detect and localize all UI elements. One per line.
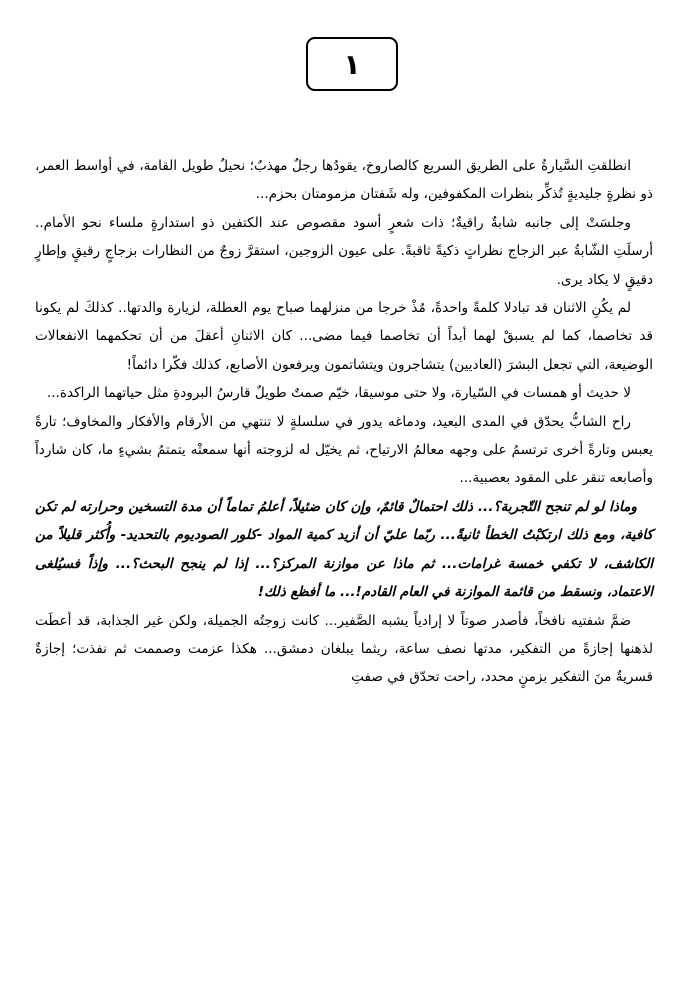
paragraph-3: لم يكُنِ الاثنان قد تبادلا كلمةً واحدةً، مُذْ خرجا من منزلهما صباح يوم العطلة، لزيارة والدتها.. كذلكَ لم يكونا قد تخاصما، كما لم يسبقْ لهما أبداً أن تخاصما فيما مضى... كان الاثنانِ أعقلَ من أن تحكمهما الانفعالات الوضيعة، التي تجعل البشرَ (العاديين) يتشاجرون ويتشاتمون ويرفعون الأصابع، كذلك فكّرا دائماً! — [35, 300, 653, 373]
paragraph-closing: ضمَّ شفتيه نافخاً، فأصدر صوتاً لا إرادياً يشبه الصَّفير... كانت زوجتُه الجميلة، ولكن غير الجذابة، قد أعطَت لذهنها إجازةً من التفكير، مدتها نصف ساعة، ريثما يبلغان دمشق... هكذا عزمت وصممت ثم نفذت؛ إجازةٌ قسريةٌ منَ التفكير بزمنٍ محدد، راحت تحدّق في صفتِ — [35, 612, 653, 686]
chapter-number: ١ — [343, 47, 361, 81]
body-text — [35, 152, 653, 692]
inner-monologue-quote: وماذا لو لم تنجح التّجربة؟... ذلك احتمالٌ قائمٌ، وإن كان ضئيلاً، أعلمُ تماماً أن مدة التسخين وحرارته لم تكن كافية، ومع ذلك ارتكبْتُ الخطأ ثانيةً... ربّما عليّ أن أزيد كمية المواد -كلور الصوديوم بالتحديد- وأُكثر قليلاً من الكاشف، لا تكفي خمسة غرامات... ثم ماذا عن موازنة المركز؟... إذا لم ينجح البحث؟... وإذاً فسيُلغى الاعتماد، ونسقط من قائمة الموازنة في العام القادم!... ما أفظع ذلك! — [35, 498, 653, 601]
paragraph-2: وجلسَتْ إلى جانبه شابةٌ راقيةٌ؛ ذات شعرٍ أسود مقصوص عند الكتفين ذو استدارةٍ ملساء نحو الأمام.. أرسلَتِ الشّابةُ عبر الزجاج نظراتٍ ذكيةً ثاقبةً. على عيون الزوجين، استقرَّ زوجٌ من النظارات بزجاجٍ رقيقٍ وإطارٍ دقيقٍ لا يكاد يرى. — [35, 214, 653, 288]
paragraph-5: راح الشابُّ يحدّق في المدى البعيد، ودماغه يدور في سلسلةٍ لا تنتهي من الأرقام والأفكار والمخاوف؛ تارةً يعبس وتارةً أخرى ترتسمُ على وجهه معالمُ الارتياح، ثم يخيّل له لزوجته أنها سمعتْه يتمتمُ بشيءٍ ما، كان شارداً وأصابعه تنقر على المقود بعصبية... — [35, 413, 653, 487]
paragraph-1: انطلقتِ السَّيارةُ على الطريق السريع كالصاروخ، يقودُها رجلٌ مهذبٌ؛ نحيلٌ طويل القامة، في أواسط العمر، ذو نظرةٍ جليديةٍ تُذكِّر بنظرات المكفوفين، وله شَفتان مزمومتان بحزم... — [35, 158, 653, 203]
paragraph-4: لا حديث أو همسات في السّيارة، ولا حتى موسيقا، خيّم صمتٌ طويلٌ قارسُ البرودةِ مثل حياتهما الراكدة... — [46, 385, 631, 402]
chapter-number-box — [306, 37, 398, 91]
